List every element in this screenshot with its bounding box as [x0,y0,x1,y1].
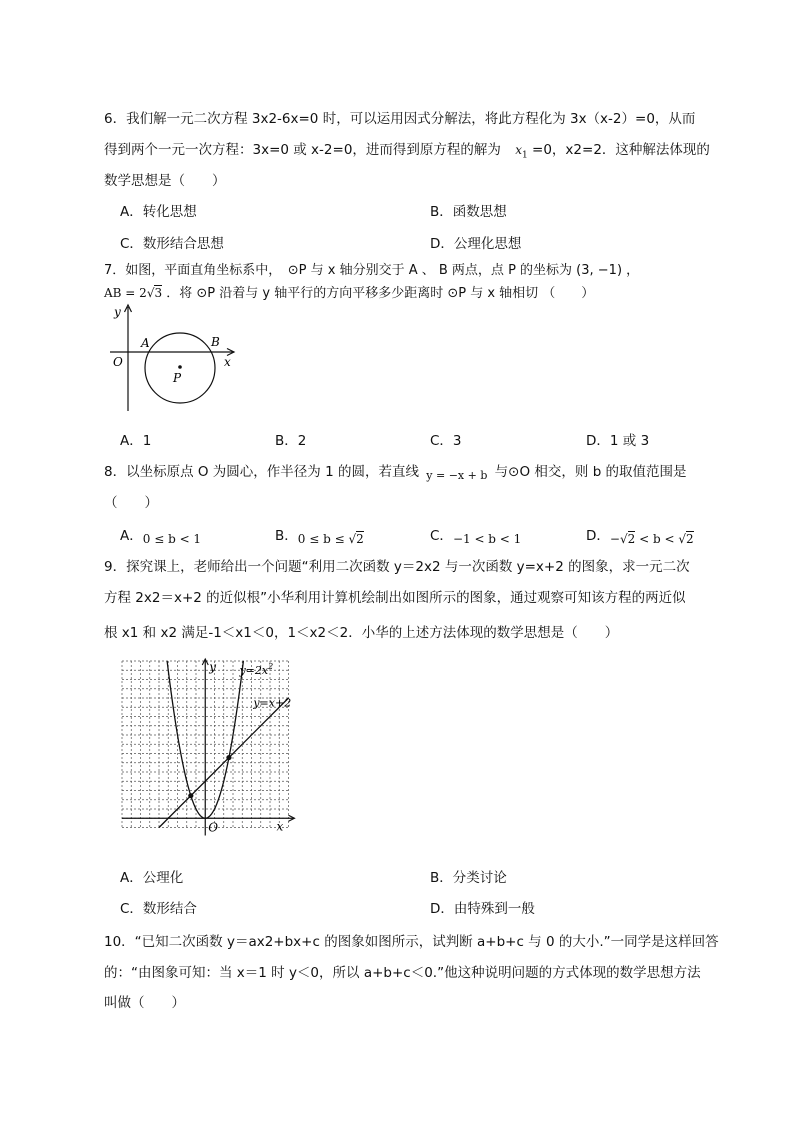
q6-line2-text-a: 得到两个一元一次方程：3x=0 或 x-2=0，进而得到原方程的解为 [104,142,501,158]
q6-line1: 6．我们解一元二次方程 3x2-6x=0 时，可以运用因式分解法，将此方程化为 3x（x-2）=0，从而 [104,111,696,127]
q9-graph [110,655,310,855]
q8-option-b[interactable] [275,526,364,546]
q8-option-b-sqrt: 2 [356,532,364,546]
q8-option-c[interactable] [430,526,521,546]
q8-line1-text-a: 8．以坐标原点 O 为圆心，作半径为 1 的圆，若直线 [104,464,419,480]
q10-line1: 10．“已知二次函数 y＝ax2+bx+c 的图象如图所示，试判断 a+b+c 与 0 的大小.”一同学是这样回答 [104,934,719,950]
q8-option-c-label: C． [430,528,453,544]
q7-line2-text: ．将 ⊙P 沿着与 y 轴平行的方向平移多少距离时 ⊙P 与 x 轴相切 （ ） [166,286,595,301]
q7-label-b: B [211,335,220,349]
q6-option-c[interactable]: C．数形结合思想 [120,236,224,252]
q8-option-b-sqrt-sign: √ [348,532,357,546]
q6-option-b[interactable]: B．函数思想 [430,204,507,220]
q9-label-x: x [276,819,284,834]
q8-option-d-sqrt2: 2 [685,532,694,546]
q6-option-d[interactable]: D．公理化思想 [430,236,522,252]
q9-option-a[interactable]: A．公理化 [120,870,184,886]
q7-line2 [104,283,594,304]
q8-option-b-expr: 0 ≤ b ≤ [297,532,349,546]
q9-line3: 根 x1 和 x2 满足-1＜x1＜0，1＜x2＜2．小华的上述方法体现的数学思想是（ ） [104,625,619,641]
q9-option-c[interactable]: C．数形结合 [120,901,197,917]
q9-label-o: O [208,820,219,835]
q7-option-d[interactable]: D．1 或 3 [586,433,650,449]
q8-option-d-mid: < b < [635,532,679,546]
q7-sqrt-value: 3 [154,286,163,300]
q8-option-d-sqrt-sign-1: √ [619,532,628,546]
q9-label-y: y [209,660,217,674]
q6-line2-text-b: =0，x2=2．这种解法体现的 [532,142,710,158]
q8-option-a[interactable] [120,526,201,546]
q7-option-a[interactable]: A．1 [120,433,152,449]
q8-option-a-expr: 0 ≤ b < 1 [142,532,202,546]
q7-line1: 7．如图，平面直角坐标系中， ⊙P 与 x 轴分别交于 A 、 B 两点，点 P 的坐标为 (3, −1) ， [104,263,640,278]
q6-root-x1 [515,143,528,161]
q6-line2 [104,140,710,165]
q8-option-d-minus: − [609,532,620,546]
q7-point-p [178,365,182,369]
q8-line2: （ ） [104,495,158,511]
q10-line2: 的：“由图象可知：当 x＝1 时 y＜0，所以 a+b+c＜0.”他这种说明问题的方式体现的数学思想方法 [104,965,701,981]
q8-option-d-sqrt-sign-2: √ [678,532,686,546]
q9-label-line: y=x+2 [253,696,292,710]
q7-label-p: P [173,371,182,385]
q8-option-b-label: B． [275,528,298,544]
q7-option-c[interactable]: C．3 [430,433,462,449]
q10-line3: 叫做（ ） [104,995,185,1011]
q8-option-d-label: D． [586,528,610,544]
q7-sqrt-sign: √ [146,286,155,300]
q8-option-d-sqrt1: 2 [627,532,636,546]
q6-option-a[interactable]: A．转化思想 [120,204,197,220]
q9-intersection-point-1 [188,793,193,798]
q7-label-y: y [114,305,121,319]
q6-root-base: x [515,143,522,157]
q9-option-d[interactable]: D．由特殊到一般 [430,901,535,917]
q9-label-parabola [238,662,273,677]
q6-root-sub: 1 [522,150,528,161]
q8-line1-text-b: 与⊙O 相交，则 b 的取值范围是 [494,464,687,480]
q8-option-c-expr: −1 < b < 1 [452,532,522,546]
q7-ab-text: AB = 2 [104,286,147,300]
q8-option-d[interactable] [586,526,694,546]
q8-line-equation: y = −x + b [426,469,488,482]
q9-label-parabola-exp: 2 [268,661,274,671]
q9-option-b[interactable]: B．分类讨论 [430,870,507,886]
q9-line1: 9．探究课上，老师给出一个问题“利用二次函数 y＝2x2 与一次函数 y=x+2 的图象，求一元二次 [104,559,690,575]
q8-option-a-label: A． [120,528,143,544]
q9-intersection-point-2 [226,755,231,760]
q7-label-x: x [224,355,231,369]
q7-label-a: A [141,336,150,350]
q7-figure [108,303,240,415]
q8-line1 [104,462,687,483]
q7-label-o: O [113,355,123,369]
q7-option-b[interactable]: B．2 [275,433,307,449]
q6-line3: 数学思想是（ ） [104,173,226,189]
q9-label-parabola-base: y=2x [239,663,269,677]
q9-line2: 方程 2x2＝x+2 的近似根”小华利用计算机绘制出如图所示的图象，通过观察可知该方程的两近似 [104,590,686,606]
